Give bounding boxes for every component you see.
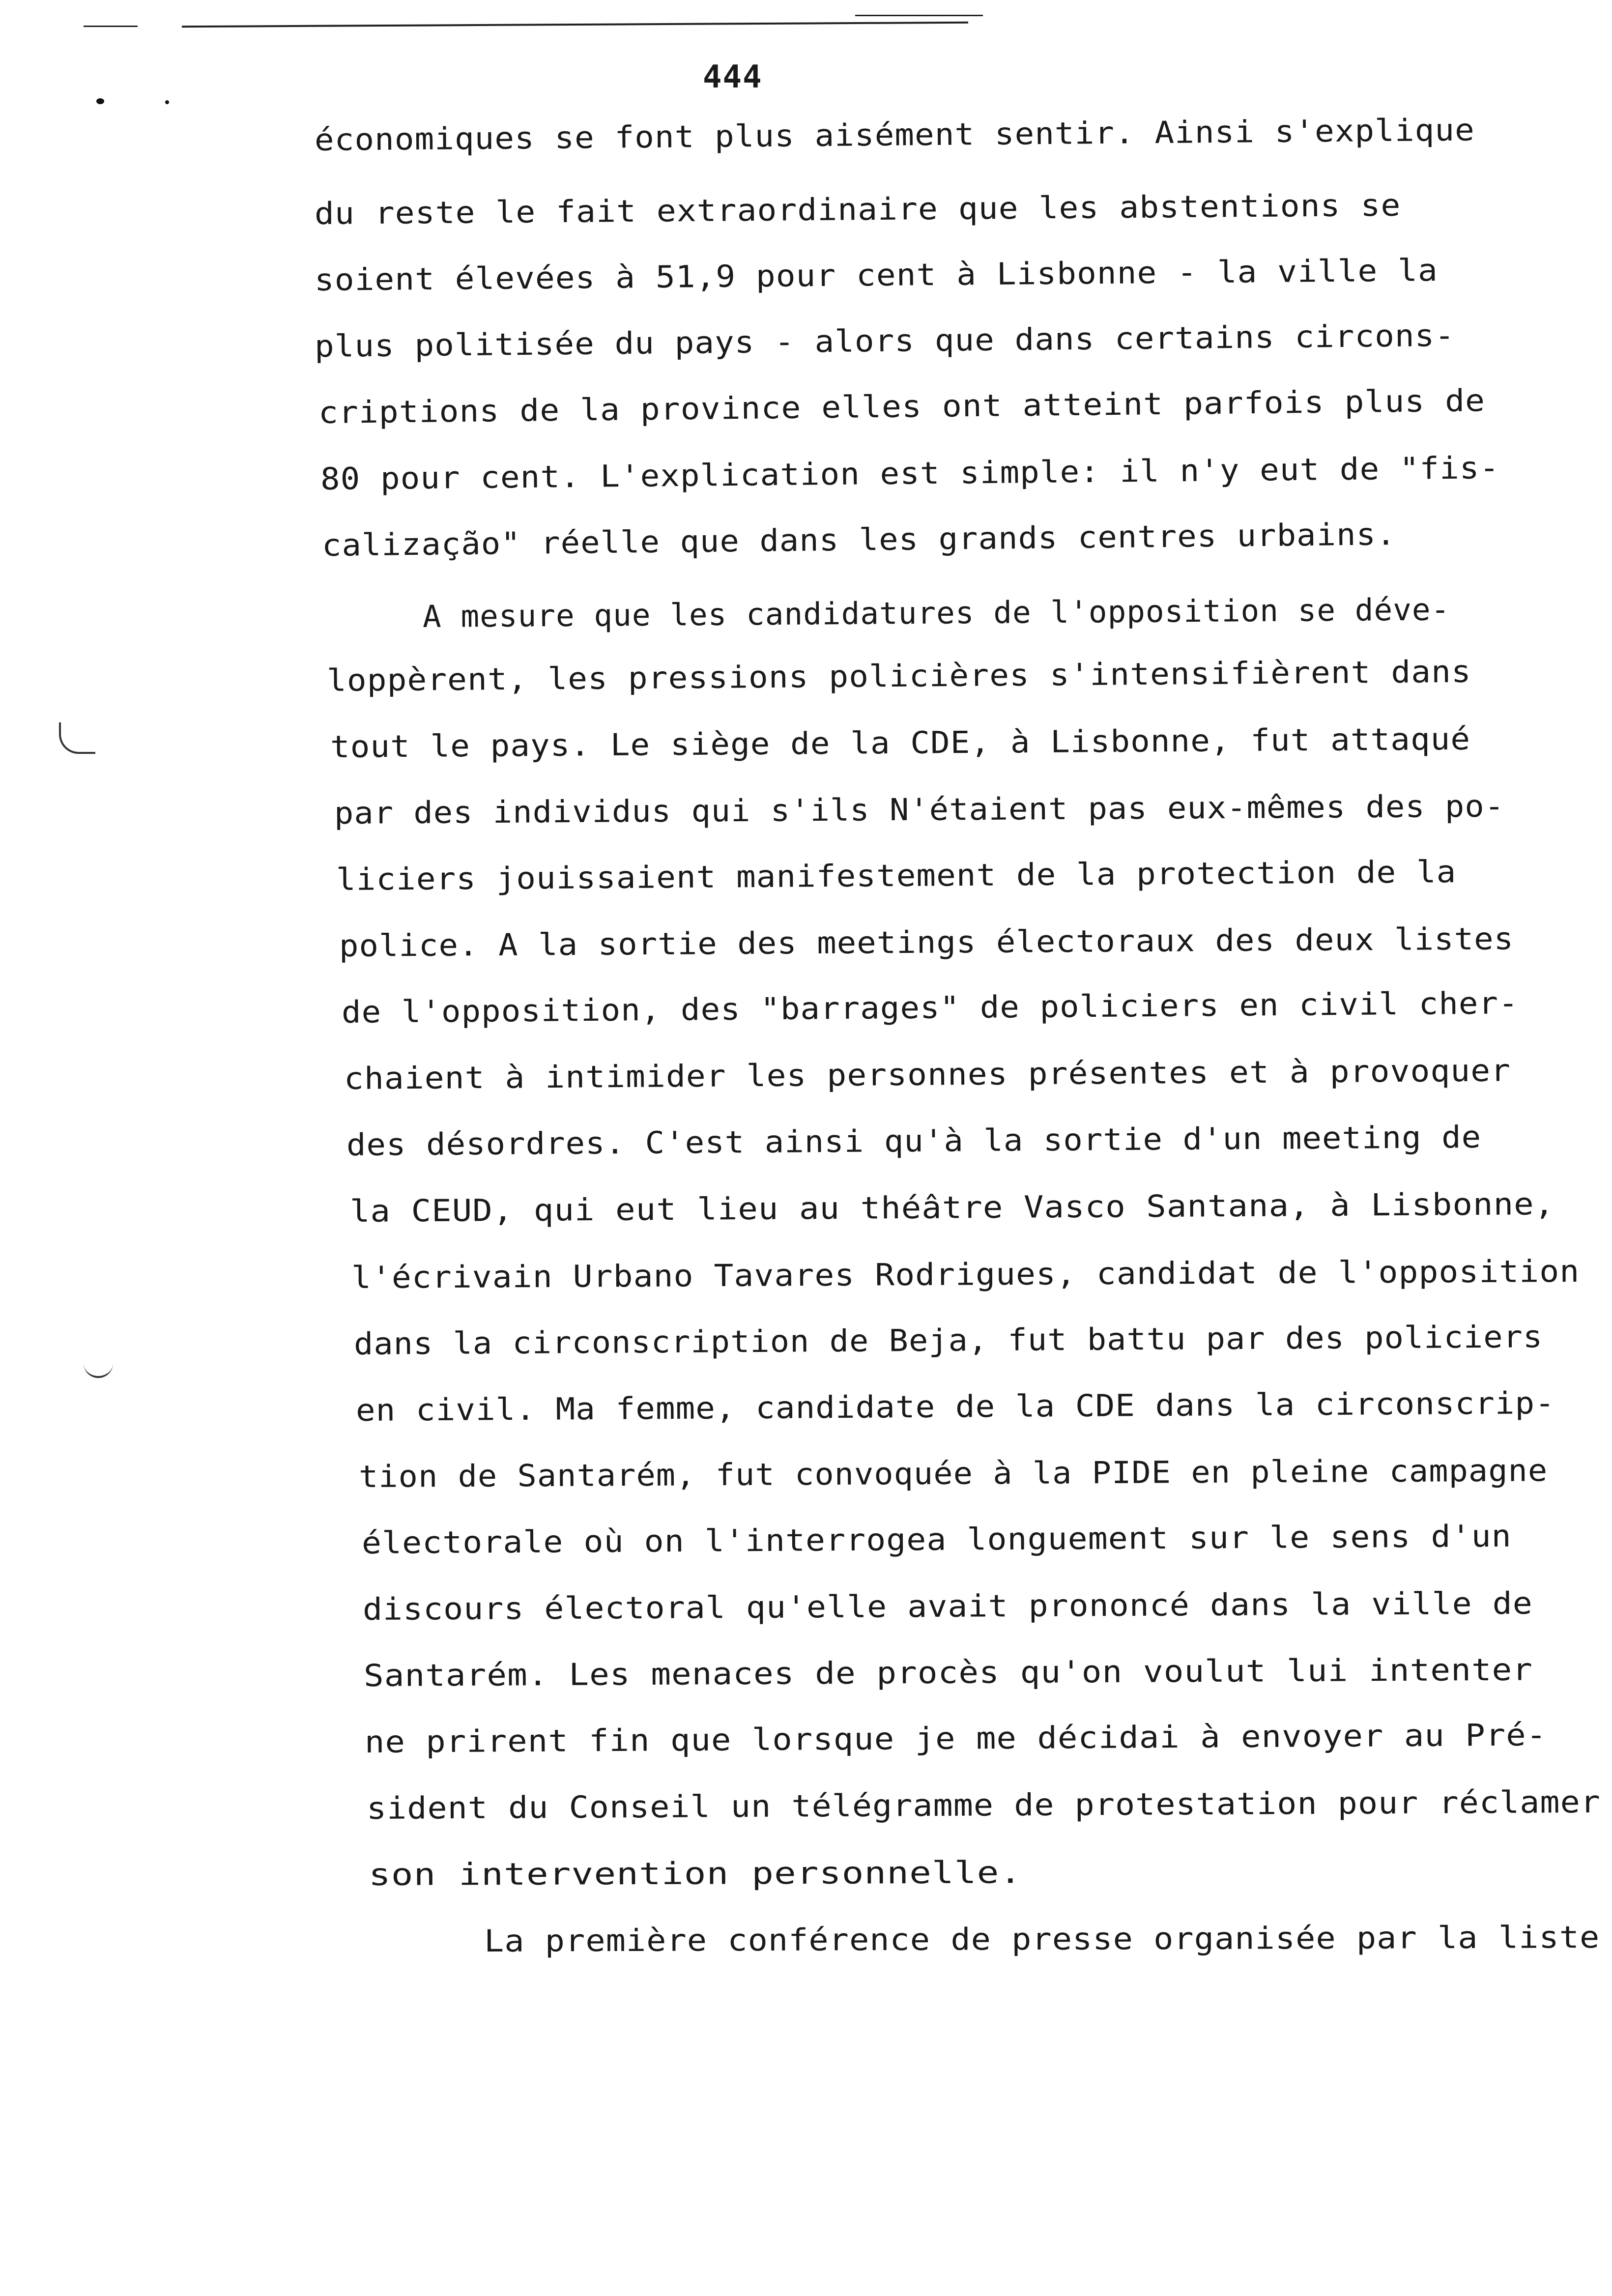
text-line: chaient à intimider les personnes présentes et à provoquer	[344, 1052, 1511, 1096]
text-line: la CEUD, qui eut lieu au théâtre Vasco Santana, à Lisbonne,	[349, 1186, 1555, 1229]
text-line: discours électoral qu'elle avait prononcé dans la ville de	[362, 1585, 1533, 1627]
text-line: son intervention personnelle.	[368, 1854, 1022, 1893]
text-line: calização" réelle que dans les grands centres urbains.	[321, 516, 1396, 563]
punch-hole-mark	[59, 722, 95, 754]
text-line: en civil. Ma femme, candidate de la CDE dans la circonscrip-	[355, 1385, 1555, 1428]
text-line: loppèrent, les pressions policières s'intensifièrent dans	[326, 653, 1472, 698]
text-line: sident du Conseil un télégramme de protestation pour réclamer	[366, 1783, 1601, 1826]
text-line: dans la circonscription de Beja, fut battu par des policiers	[353, 1319, 1543, 1362]
top-rule-left	[84, 26, 138, 27]
text-line: ne prirent fin que lorsque je me décidai à envoyer au Pré-	[364, 1717, 1547, 1760]
scan-dot	[96, 98, 104, 104]
text-line: plus politisée du pays - alors que dans certains circons-	[314, 317, 1455, 364]
text-line: du reste le fait extraordinaire que les abstentions se	[314, 187, 1401, 231]
text-line: Santarém. Les menaces de procès qu'on voulut lui intenter	[363, 1651, 1533, 1693]
text-line: 80 pour cent. L'explication est simple: il n'y eut de "fis-	[320, 449, 1500, 497]
text-line: tion de Santarém, fut convoquée à la PIDE en pleine campagne	[358, 1452, 1548, 1494]
text-line: électorale où on l'interrogea longuement sur le sens d'un	[361, 1518, 1512, 1561]
text-line: économiques se font plus aisément sentir. Ainsi s'explique	[314, 112, 1475, 158]
text-line: liciers jouissaient manifestement de la protection de la	[336, 854, 1457, 897]
text-line: soient élevées à 51,9 pour cent à Lisbonne - la ville la	[314, 252, 1439, 298]
page-number: 444	[703, 59, 763, 95]
text-line: de l'opposition, des "barrages" de policiers en civil cher-	[341, 985, 1519, 1030]
text-line: A mesure que les candidatures de l'opposition se déve-	[422, 591, 1450, 634]
text-line: police. A la sortie des meetings électoraux des deux listes	[339, 920, 1514, 964]
scan-dot-small	[165, 100, 169, 104]
top-rule-right	[855, 15, 983, 16]
text-line: l'écrivain Urbano Tavares Rodrigues, candidat de l'opposition	[351, 1253, 1580, 1295]
text-line: par des individus qui s'ils N'étaient pas eux-mêmes des po-	[334, 788, 1505, 831]
text-line: des désordres. C'est ainsi qu'à la sortie d'un meeting de	[346, 1119, 1482, 1163]
top-rule	[182, 22, 968, 28]
punch-hole-mark	[84, 1356, 113, 1378]
text-line: La première conférence de presse organisée par la liste	[484, 1919, 1600, 1959]
text-line: tout le pays. Le siège de la CDE, à Lisbonne, fut attaqué	[330, 720, 1471, 765]
text-line: criptions de la province elles ont atteint parfois plus de	[318, 382, 1486, 430]
